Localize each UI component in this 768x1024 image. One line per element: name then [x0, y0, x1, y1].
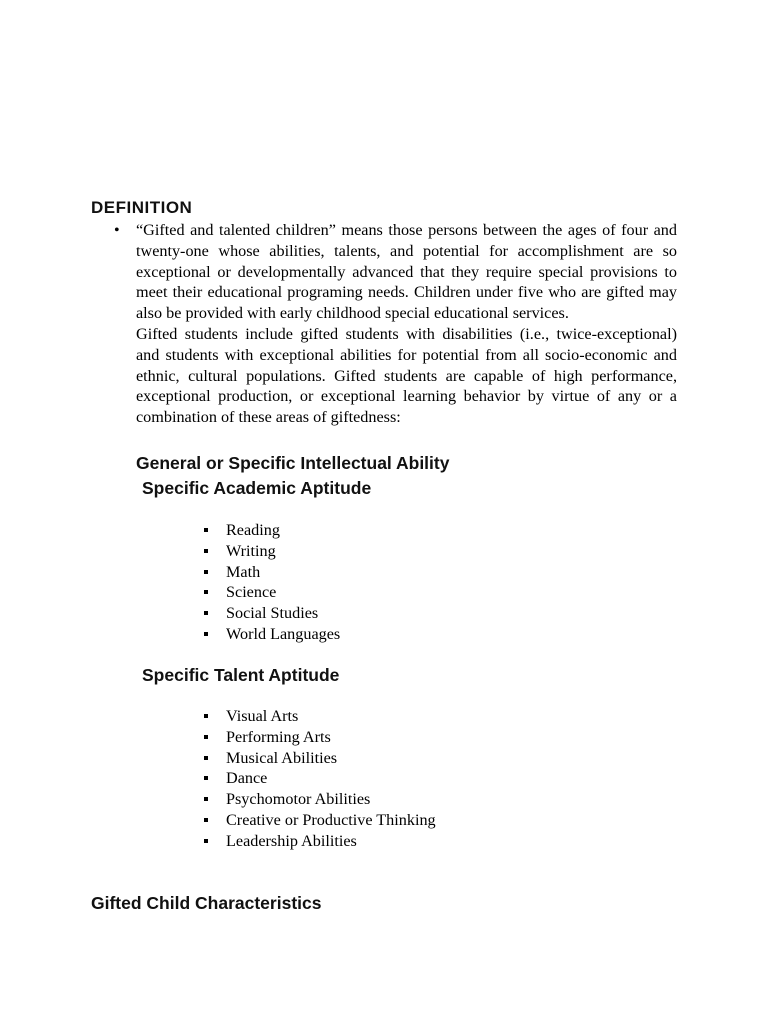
list-item-label: Psychomotor Abilities	[226, 790, 371, 809]
list-item	[202, 582, 340, 603]
list-item-label: Social Studies	[226, 604, 319, 623]
list-item	[202, 706, 436, 727]
square-bullet-icon	[204, 528, 208, 532]
square-bullet-icon	[204, 611, 208, 615]
list-item	[202, 520, 340, 541]
list-item-label: Science	[226, 583, 277, 602]
definition-paragraph-2: Gifted students include gifted students with disabilities (i.e., twice-exceptional) and students with exceptional abilities for potential from all socio-economic and ethnic, cultural populations. Gifted students are capable of high performance, exceptional production, or exceptional learning behavior by virtue of any or a combination of these areas of giftedness:	[136, 324, 677, 427]
list-item-label: Leadership Abilities	[226, 831, 357, 850]
list-item	[202, 541, 340, 562]
square-bullet-icon	[204, 797, 208, 801]
characteristics-heading: Gifted Child Characteristics	[91, 893, 322, 913]
square-bullet-icon	[204, 714, 208, 718]
list-item-label: World Languages	[226, 624, 341, 643]
list-item	[202, 562, 340, 583]
list-item	[202, 603, 340, 624]
square-bullet-icon	[204, 818, 208, 822]
academic-aptitude-heading: Specific Academic Aptitude	[142, 478, 372, 498]
list-item-label: Math	[226, 562, 261, 581]
academic-aptitude-list	[202, 520, 340, 645]
list-item-label: Performing Arts	[226, 727, 331, 746]
square-bullet-icon	[204, 735, 208, 739]
list-item	[202, 624, 340, 645]
list-item-label: Writing	[226, 541, 276, 560]
list-item	[202, 789, 436, 810]
square-bullet-icon	[204, 839, 208, 843]
definition-body	[136, 220, 677, 428]
list-item	[202, 810, 436, 831]
list-item	[202, 831, 436, 852]
list-item-label: Visual Arts	[226, 707, 299, 725]
square-bullet-icon	[204, 756, 208, 760]
square-bullet-icon	[204, 776, 208, 780]
general-ability-heading: General or Specific Intellectual Ability	[136, 453, 450, 473]
list-item-label: Dance	[226, 769, 268, 788]
talent-aptitude-list	[202, 706, 436, 852]
list-item-label: Creative or Productive Thinking	[226, 810, 436, 829]
definition-heading: DEFINITION	[91, 198, 193, 217]
square-bullet-icon	[204, 570, 208, 574]
talent-aptitude-heading: Specific Talent Aptitude	[142, 665, 340, 685]
list-item	[202, 748, 436, 769]
definition-paragraph-1: “Gifted and talented children” means those persons between the ages of four and twenty-one whose abilities, talents, and potential for accomplishment are so exceptional or developmentally advanced that they require special provisions to meet their educational programing needs. Children under five who are gifted may also be provided with early childhood special educational services.	[136, 221, 677, 323]
square-bullet-icon	[204, 590, 208, 594]
list-item-label: Reading	[226, 521, 280, 539]
bullet-dot: •	[114, 222, 120, 239]
list-item	[202, 727, 436, 748]
square-bullet-icon	[204, 632, 208, 636]
square-bullet-icon	[204, 549, 208, 553]
list-item-label: Musical Abilities	[226, 748, 338, 767]
list-item	[202, 768, 436, 789]
